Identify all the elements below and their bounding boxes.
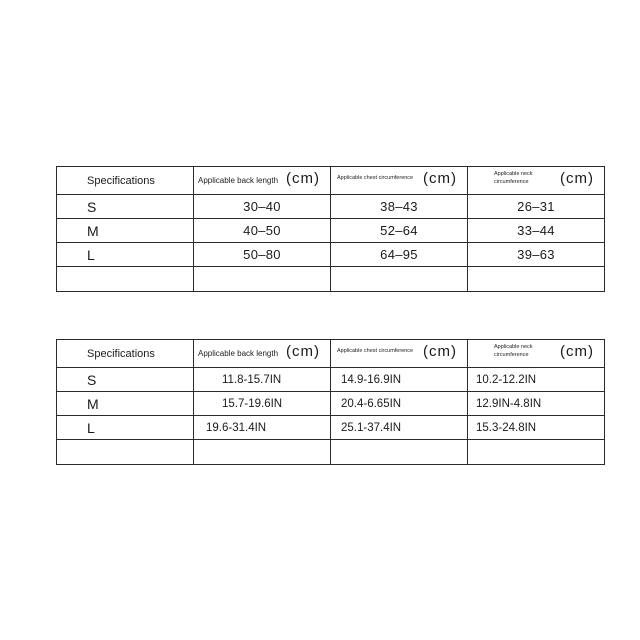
neck-value: 26–31	[468, 195, 605, 219]
table-row-empty	[57, 440, 605, 465]
header-neck-label	[494, 343, 554, 359]
table-row	[57, 243, 605, 267]
header-neck-line1: Applicable neck	[494, 344, 533, 350]
header-specifications: Specifications	[57, 340, 194, 368]
empty-cell	[194, 267, 331, 292]
header-neck-line2: circumference	[494, 352, 529, 358]
header-chest-label: Applicable chest circumference	[337, 348, 414, 354]
neck-value: 15.3-24.8IN	[468, 416, 605, 440]
header-back-length-label: Applicable back length	[198, 349, 279, 358]
neck-value: 10.2-12.2IN	[468, 368, 605, 392]
header-neck-line2: circumference	[494, 179, 529, 185]
table-header-row	[57, 340, 605, 368]
chest-value: 20.4-6.65IN	[331, 392, 468, 416]
size-label: S	[57, 195, 194, 219]
header-neck	[468, 340, 605, 368]
header-chest	[331, 340, 468, 368]
table-header-row	[57, 167, 605, 195]
header-back-length-label: Applicable back length	[198, 176, 279, 185]
header-chest-label: Applicable chest circumference	[337, 175, 414, 181]
empty-cell	[57, 267, 194, 292]
back-length-value: 19.6-31.4IN	[194, 416, 331, 440]
size-label: M	[57, 392, 194, 416]
chest-value: 38–43	[331, 195, 468, 219]
header-unit: (cm)	[286, 343, 320, 360]
back-length-value: 15.7-19.6IN	[194, 392, 331, 416]
empty-cell	[468, 440, 605, 465]
empty-cell	[331, 440, 468, 465]
header-unit: (cm)	[560, 170, 594, 187]
empty-cell	[331, 267, 468, 292]
header-neck	[468, 167, 605, 195]
chest-value: 52–64	[331, 219, 468, 243]
size-table-cm	[56, 166, 605, 292]
header-back-length	[194, 340, 331, 368]
neck-value: 12.9IN-4.8IN	[468, 392, 605, 416]
header-unit: (cm)	[286, 170, 320, 187]
chest-value: 25.1-37.4IN	[331, 416, 468, 440]
header-back-length	[194, 167, 331, 195]
size-label: M	[57, 219, 194, 243]
size-table-in	[56, 339, 605, 465]
table-row-empty	[57, 267, 605, 292]
size-label: L	[57, 416, 194, 440]
neck-value: 39–63	[468, 243, 605, 267]
table-row	[57, 368, 605, 392]
table-row	[57, 392, 605, 416]
chest-value: 64–95	[331, 243, 468, 267]
back-length-value: 11.8-15.7IN	[194, 368, 331, 392]
header-neck-line1: Applicable neck	[494, 171, 533, 177]
empty-cell	[57, 440, 194, 465]
header-unit: (cm)	[423, 170, 457, 187]
chest-value: 14.9-16.9IN	[331, 368, 468, 392]
empty-cell	[194, 440, 331, 465]
back-length-value: 40–50	[194, 219, 331, 243]
table-row	[57, 219, 605, 243]
header-unit: (cm)	[560, 343, 594, 360]
back-length-value: 30–40	[194, 195, 331, 219]
table-row	[57, 195, 605, 219]
table-row	[57, 416, 605, 440]
size-label: S	[57, 368, 194, 392]
header-specifications: Specifications	[57, 167, 194, 195]
empty-cell	[468, 267, 605, 292]
size-label: L	[57, 243, 194, 267]
neck-value: 33–44	[468, 219, 605, 243]
header-neck-label	[494, 170, 554, 186]
header-chest	[331, 167, 468, 195]
header-unit: (cm)	[423, 343, 457, 360]
back-length-value: 50–80	[194, 243, 331, 267]
